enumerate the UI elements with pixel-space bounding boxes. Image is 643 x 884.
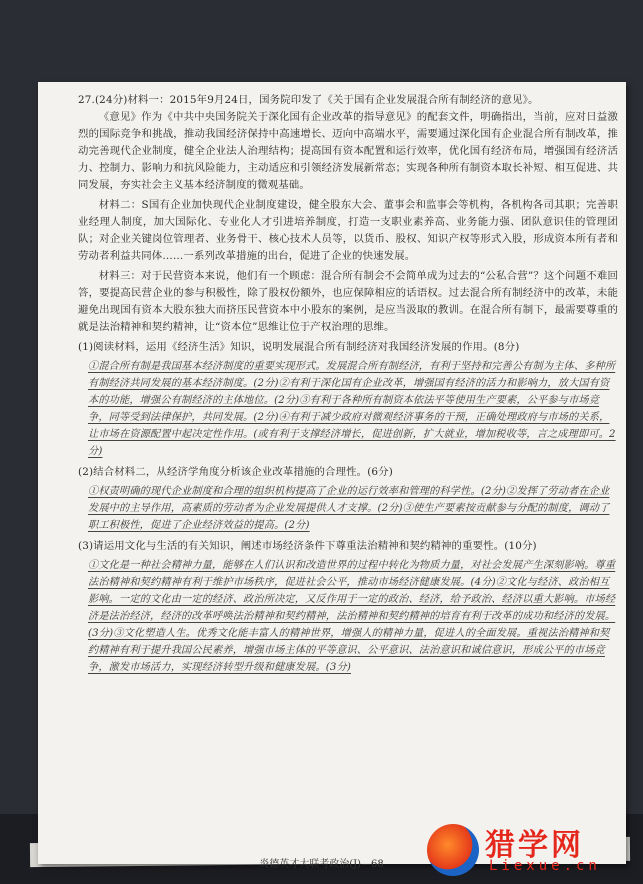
watermark-title: 猎学网 bbox=[485, 828, 584, 863]
sub-question-2: (2)结合材料二，从经济学角度分析该企业改革措施的合理性。(6分) bbox=[78, 466, 393, 478]
answer-3 bbox=[88, 557, 618, 676]
answer-3-text: ①文化是一种社会精神力量，能够在人们认识和改造世界的过程中转化为物质力量，对社会发展产生深刻影响。尊重法治精神和契约精神有利于维护市场秩序，促进社会公平，推动市场经济健康发展。(4分)②文化与经济、政治相互影响。一定的文化由一定的经济、政治所决定，又反作用于一定的政治、经济，给予政治、经济以重大影响。市场经济是法治经济，经济的改革呼唤法治精神和契约精神，法治精神和契约精神的培育有利于改革的成功和经济的发展。(3分)③文化塑造人生。优秀文化能丰富人的精神世界，增强人的精神力量，促进人的全面发展。重视法治精神和契约精神有利于提升我国公民素养，增强市场主体的平等意识、公平意识、法治意识和诚信意识，形成公平的市场竞争，激发市场活力，实现经济转型升级和健康发展。(3分) bbox=[88, 560, 616, 673]
answer-2-text: ①权责明确的现代企业制度和合理的组织机构提高了企业的运行效率和管理的科学性。(2分)②发挥了劳动者在企业发展中的主导作用，高素质的劳动者为企业发展提供人才支撑。(2分)③使生产要素按贡献参与分配的制度，调动了职工积极性，促进了企业经济效益的提高。(2分) bbox=[88, 486, 610, 531]
question-header: 27.(24分)材料一：2015年9月24日，国务院印发了《关于国有企业发展混合所有制经济的意见》。 bbox=[78, 94, 539, 106]
answer-2 bbox=[88, 483, 618, 534]
watermark bbox=[427, 820, 637, 880]
answer-1 bbox=[88, 358, 618, 460]
material-3: 材料三：对于民营资本来说，他们有一个顾虑：混合所有制会不会简单成为过去的“公私合营”？这个问题不难回答，要提高民营企业的参与积极性，除了股权份额外，也应保障相应的话语权。过去混合所有制经济中的改革，未能避免出现国有资本大股东独大而挤压民营资本中小股东的案例，是应当汲取的教训。在混合所有制下，最需要尊重的就是法治精神和契约精神，让“资本位”思维让位于产权治理的思维。 bbox=[78, 270, 618, 333]
sub-question-3: (3)请运用文化与生活的有关知识，阐述市场经济条件下尊重法治精神和契约精神的重要性。(10分) bbox=[78, 540, 537, 552]
material-1: 《意见》作为《中共中央国务院关于深化国有企业改革的指导意见》的配套文件，明确指出，当前，应对日益激烈的国际竞争和挑战，推动我国经济保持中高速增长、迈向中高端水平，需要通过深化国有企业混合所有制改革，推动完善现代企业制度，健全企业法人治理结构；提高国有资本配置和运行效率，优化国有经济布局，增强国有经济活力、控制力、影响力和抗风险能力，主动适应和引领经济发展新常态；实现各种所有制资本取长补短、相互促进、共同发展，夯实社会主义基本经济制度的微观基础。 bbox=[78, 111, 618, 191]
flame-globe-logo-icon bbox=[427, 824, 479, 876]
question-content bbox=[78, 92, 618, 680]
watermark-url: Liexue.cn bbox=[489, 858, 601, 874]
answer-1-text: ①混合所有制是我国基本经济制度的重要实现形式。发展混合所有制经济，有利于坚持和完善公有制为主体、多种所有制经济共同发展的基本经济制度。(2分)②有利于深化国有企业改革，增强国有经济的活力和影响力，放大国有资本的功能，增强公有制经济的主体地位。(2分)③有利于各种所有制资本依法平等使用生产要素，公平参与市场竞争，同等受到法律保护，共同发展。(2分)④有利于减少政府对微观经济事务的干预，正确处理政府与市场的关系，让市场在资源配置中起决定性作用。(或有利于支撑经济增长，促进创新，扩大就业，增加税收等，言之成理即可。2分) bbox=[88, 361, 616, 457]
material-2: 材料二：S国有企业加快现代企业制度建设，健全股东大会、董事会和监事会等机构，各机构各司其职；完善职业经理人制度，加大国际化、专业化人才引进培养制度，打造一支职业素养高、业务能力强、团队意识佳的管理团队；对企业关键岗位管理者、业务骨干、核心技术人员等，以货币、股权、知识产权等形式入股，形成资本所有者和劳动者利益共同体……一系列改革措施的出台，促进了企业的快速发展。 bbox=[78, 199, 618, 262]
page-footer: 炎德英才大联考政治(J)—68 bbox=[259, 859, 384, 870]
sub-question-1: (1)阅读材料，运用《经济生活》知识，说明发展混合所有制经济对我国经济发展的作用。(8分) bbox=[78, 341, 520, 353]
